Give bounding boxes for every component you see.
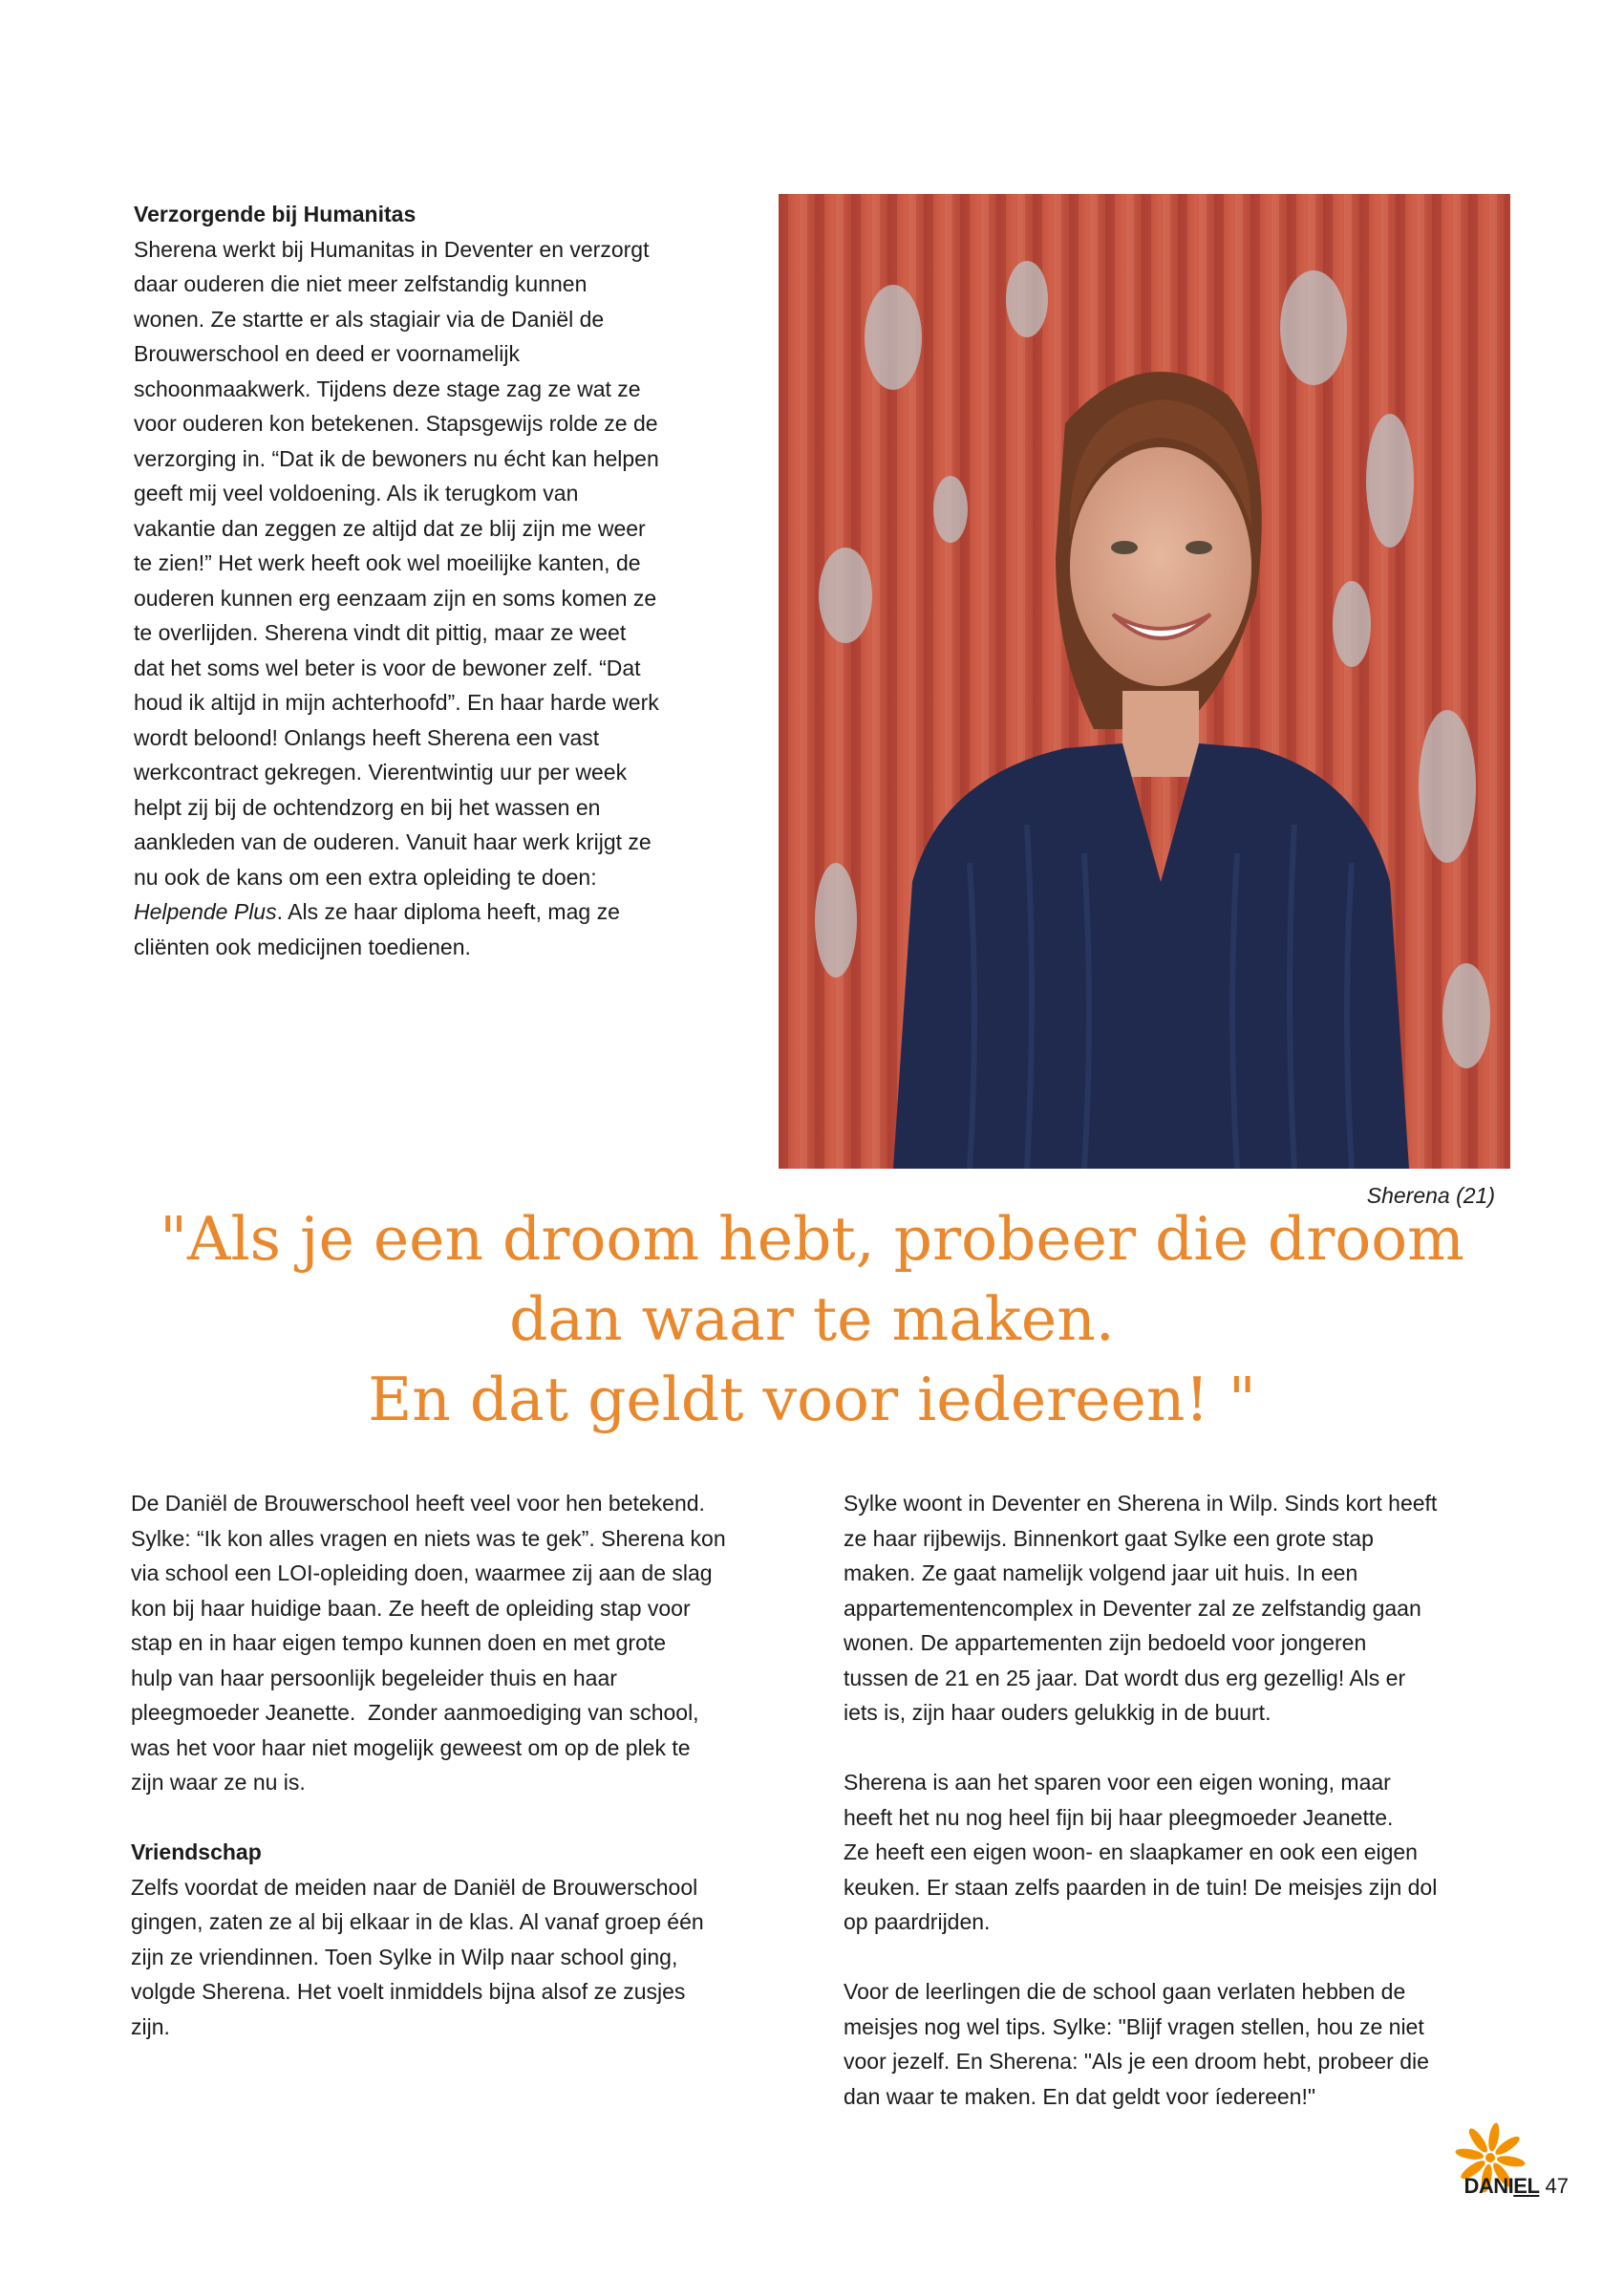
right-column [844, 1486, 1512, 2114]
right-paragraph-2 [844, 1765, 1512, 1940]
right-p1-line: iets is, zijn haar ouders gelukkig in de buurt. [844, 1700, 1271, 1725]
left-p1-line: kon bij haar huidige baan. Ze heeft de opleiding stap voor [131, 1595, 691, 1621]
right-p2-line: op paardrijden. [844, 1909, 991, 1934]
intro-line: te zien!” Het werk heeft ook wel moeilijke kanten, de [134, 550, 641, 575]
left-p2-line: zijn. [131, 2013, 170, 2039]
right-p3-line: meisjes nog wel tips. Sylke: "Blijf vragen stellen, hou ze niet [844, 2013, 1424, 2039]
quote-line: "Als je een droom hebt, probeer die droom [160, 1204, 1464, 1274]
intro-line: aankleden van de ouderen. Vanuit haar werk krijgt ze [134, 829, 652, 854]
left-p1-line: stap en in haar eigen tempo kunnen doen en met grote [131, 1630, 667, 1655]
pull-quote [96, 1199, 1528, 1440]
intro-paragraph-italic-line [134, 894, 736, 930]
right-p2-line: keuken. Er staan zelfs paarden in de tuin! De meisjes zijn dol [844, 1874, 1438, 1900]
left-paragraph-1 [131, 1486, 780, 1800]
brand-text-pre: DANI [1464, 2174, 1514, 2198]
intro-line: nu ook de kans om een extra opleiding te doen: [134, 864, 597, 890]
intro-line: voor ouderen kon betekenen. Stapsgewijs rolde ze de [134, 411, 658, 436]
intro-line: schoonmaakwerk. Tijdens deze stage zag ze wat ze [134, 376, 641, 401]
intro-line: daar ouderen die niet meer zelfstandig kunnen [134, 271, 588, 296]
intro-line: verzorging in. “Dat ik de bewoners nu écht kan helpen [134, 445, 659, 471]
right-paragraph-1 [844, 1486, 1512, 1731]
quote-line: dan waar te maken. [509, 1284, 1115, 1354]
right-paragraph-3 [844, 1974, 1512, 2114]
left-p1-line: was het voor haar niet mogelijk geweest om op de plek te [131, 1734, 691, 1760]
right-p1-line: appartementencomplex in Deventer zal ze zelfstandig gaan [844, 1595, 1421, 1621]
left-p2-line: gingen, zaten ze al bij elkaar in de klas. Al vanaf groep één [131, 1909, 704, 1934]
section-heading-vriendschap: Vriendschap [131, 1839, 262, 1864]
right-p1-line: tussen de 21 en 25 jaar. Dat wordt dus erg gezellig! Als er [844, 1665, 1406, 1690]
intro-line-rest: . Als ze haar diploma heeft, mag ze [276, 899, 620, 924]
course-name: Helpende Plus [134, 899, 277, 924]
portrait-photo [779, 194, 1510, 1169]
intro-line: te overlijden. Sherena vindt dit pittig, maar ze weet [134, 620, 627, 645]
left-paragraph-2 [131, 1870, 780, 2045]
intro-line: wordt beloond! Onlangs heeft Sherena een vast [134, 724, 600, 750]
intro-line: werkcontract gekregen. Vierentwintig uur per week [134, 760, 628, 785]
page-footer [1464, 2173, 1569, 2200]
left-p1-line: zijn waar ze nu is. [131, 1770, 306, 1795]
page-number: 47 [1545, 2174, 1569, 2198]
section-heading-humanitas: Verzorgende bij Humanitas [134, 202, 417, 226]
left-p2-line: Zelfs voordat de meiden naar de Daniël de Brouwerschool [131, 1874, 698, 1900]
left-p1-line: Sylke: “Ik kon alles vragen en niets was te gek”. Sherena kon [131, 1525, 726, 1551]
left-p1-line: hulp van haar persoonlijk begeleider thuis en haar [131, 1665, 617, 1690]
brand-logo-text [1464, 2174, 1539, 2198]
intro-line: Sherena werkt bij Humanitas in Deventer en verzorgt [134, 236, 650, 262]
intro-line: vakantie dan zeggen ze altijd dat ze blij zijn me weer [134, 515, 646, 541]
right-p3-line: voor jezelf. En Sherena: "Als je een droom hebt, probeer die [844, 2049, 1429, 2074]
intro-final-line: cliënten ook medicijnen toedienen. [134, 934, 471, 959]
right-p2-line: Sherena is aan het sparen voor een eigen woning, maar [844, 1770, 1391, 1795]
left-p2-line: zijn ze vriendinnen. Toen Sylke in Wilp naar school ging, [131, 1944, 678, 1969]
intro-line: dat het soms wel beter is voor de bewoner zelf. “Dat [134, 655, 641, 680]
flower-center [1485, 2153, 1495, 2162]
intro-line: Brouwerschool en deed er voornamelijk [134, 341, 520, 366]
right-p1-line: ze haar rijbewijs. Binnenkort gaat Sylke een grote stap [844, 1525, 1374, 1551]
left-p1-line: pleegmoeder Jeanette. Zonder aanmoediging van school, [131, 1700, 699, 1725]
right-p3-line: dan waar te maken. En dat geldt voor íedereen!" [844, 2083, 1316, 2109]
left-p1-line: De Daniël de Brouwerschool heeft veel voor hen betekend. [131, 1491, 705, 1516]
intro-line: houd ik altijd in mijn achterhoofd”. En haar harde werk [134, 690, 659, 715]
intro-line: geeft mij veel voldoening. Als ik terugkom van [134, 481, 579, 505]
right-p2-line: heeft het nu nog heel fijn bij haar pleegmoeder Jeanette. [844, 1804, 1394, 1830]
intro-line: helpt zij bij de ochtendzorg en bij het wassen en [134, 794, 601, 820]
right-p1-line: maken. Ze gaat namelijk volgend jaar uit huis. In een [844, 1560, 1358, 1585]
right-p3-line: Voor de leerlingen die de school gaan verlaten hebben de [844, 1979, 1406, 2004]
intro-paragraph [134, 232, 736, 895]
left-column [131, 1486, 780, 2044]
right-p1-line: Sylke woont in Deventer en Sherena in Wilp. Sinds kort heeft [844, 1491, 1438, 1516]
left-p1-line: via school een LOI-opleiding doen, waarmee zij aan de slag [131, 1560, 713, 1585]
brand-text-underlined: EL [1513, 2174, 1540, 2198]
intro-column [134, 197, 736, 964]
left-p2-line: volgde Sherena. Het voelt inmiddels bijna alsof ze zusjes [131, 1979, 686, 2004]
right-p1-line: wonen. De appartementen zijn bedoeld voor jongeren [844, 1630, 1367, 1655]
right-p2-line: Ze heeft een eigen woon- en slaapkamer en ook een eigen [844, 1839, 1418, 1864]
photo-caption: Sherena (21) [1366, 1183, 1495, 1208]
intro-line: ouderen kunnen erg eenzaam zijn en soms komen ze [134, 585, 657, 611]
quote-line: En dat geldt voor iedereen! " [368, 1365, 1256, 1434]
intro-line: wonen. Ze startte er als stagiair via de Daniël de [134, 306, 605, 332]
